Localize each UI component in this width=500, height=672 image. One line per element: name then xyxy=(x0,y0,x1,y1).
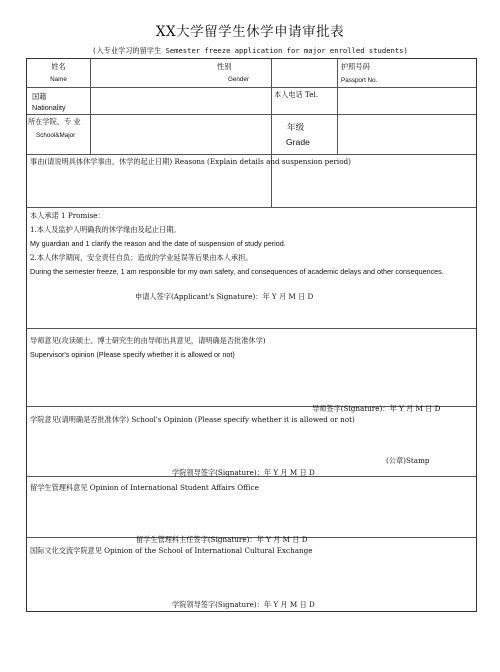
isa-opinion-label: 留学生管理科意见 Opinion of International Student Affairs Office xyxy=(30,483,259,492)
row-divider xyxy=(27,328,476,329)
row-divider xyxy=(27,154,476,155)
column-divider xyxy=(337,59,338,154)
passport-label-cn: 护照号码 xyxy=(341,62,370,71)
name-label-cn: 姓名 xyxy=(51,62,66,71)
form-subtitle: (入专业学习的留学生 Semester freeze application for major enrolled students) xyxy=(92,46,408,55)
application-form-table xyxy=(26,58,477,612)
nationality-label-en: Nationality xyxy=(32,103,66,112)
gender-label-cn: 性别 xyxy=(217,62,232,71)
name-label-en: Name xyxy=(50,76,67,83)
supervisor-signature-line: 导师签字(Signature)：年 Y 月 M 日 D xyxy=(312,404,441,413)
official-stamp-label: (公章)Stamp xyxy=(386,456,430,465)
sice-opinion-label: 国际文化交流学院意见 Opinion of the School of International Cultural Exchange xyxy=(30,546,313,555)
promise-item-1-en: My guardian and 1 clarify the reason and the date of suspension of study period. xyxy=(30,239,286,248)
reasons-label: 事由(请说明具体休学事由，休学的起止日期) Reasons (Explain details and suspension period) xyxy=(30,157,351,166)
row-divider xyxy=(27,207,476,208)
school-label-en: School&Major xyxy=(36,132,76,139)
nationality-label-cn: 国籍 xyxy=(32,92,47,101)
supervisor-opinion-label-cn: 导师意见(攻读硕士、博士研究生的由导师出具意见，请明确是否批准休学) xyxy=(30,336,266,345)
school-label-cn: 所在学院、专 业 xyxy=(28,117,81,126)
column-divider xyxy=(90,59,91,154)
row-divider xyxy=(27,87,476,88)
gender-label-en: Gender xyxy=(228,76,250,83)
supervisor-opinion-label-en: Supervisor's opinion (Please specify whether it is allowed or not) xyxy=(30,350,235,359)
promise-heading: 本人承诺 1 Promise： xyxy=(30,211,105,220)
row-divider xyxy=(27,114,476,115)
form-title: XX大学留学生休学申请审批表 xyxy=(155,24,345,40)
applicant-signature-line: 申请人签字(Applicant's Signature)：年 Y 月 M 日 D xyxy=(135,292,314,301)
passport-label-en: Passport No. xyxy=(341,77,378,84)
promise-item-1-cn: 1.本人及监护人明确我的休学缘由及起止日期。 xyxy=(30,225,181,234)
tel-label: 本人电话 Tel. xyxy=(274,90,319,99)
school-signature-line: 学院领导签字(Signature)：年 Y 月 M 日 D xyxy=(172,468,315,477)
promise-item-2-cn: 2.本人休学期间，安全责任自负；造成的学业延误等后果由本人承担。 xyxy=(30,253,253,262)
grade-label-cn: 年级 xyxy=(287,123,305,133)
grade-label-en: Grade xyxy=(286,137,310,147)
school-opinion-label: 学院意见(请明确是否批准休学) School's Opinion (Please specify whether it is allowed or not) xyxy=(30,415,355,424)
isa-signature-line: 留学生管理科主任签字(Signature)：年 Y 月 M 日 D xyxy=(136,535,308,544)
promise-item-2-en: During the semester freeze, 1 am responsible for my own safety, and consequences of academic delays and other consequences. xyxy=(30,267,444,276)
sice-signature-line: 学院领导签字(Signature)：年 Y 月 M 日 D xyxy=(172,600,315,609)
